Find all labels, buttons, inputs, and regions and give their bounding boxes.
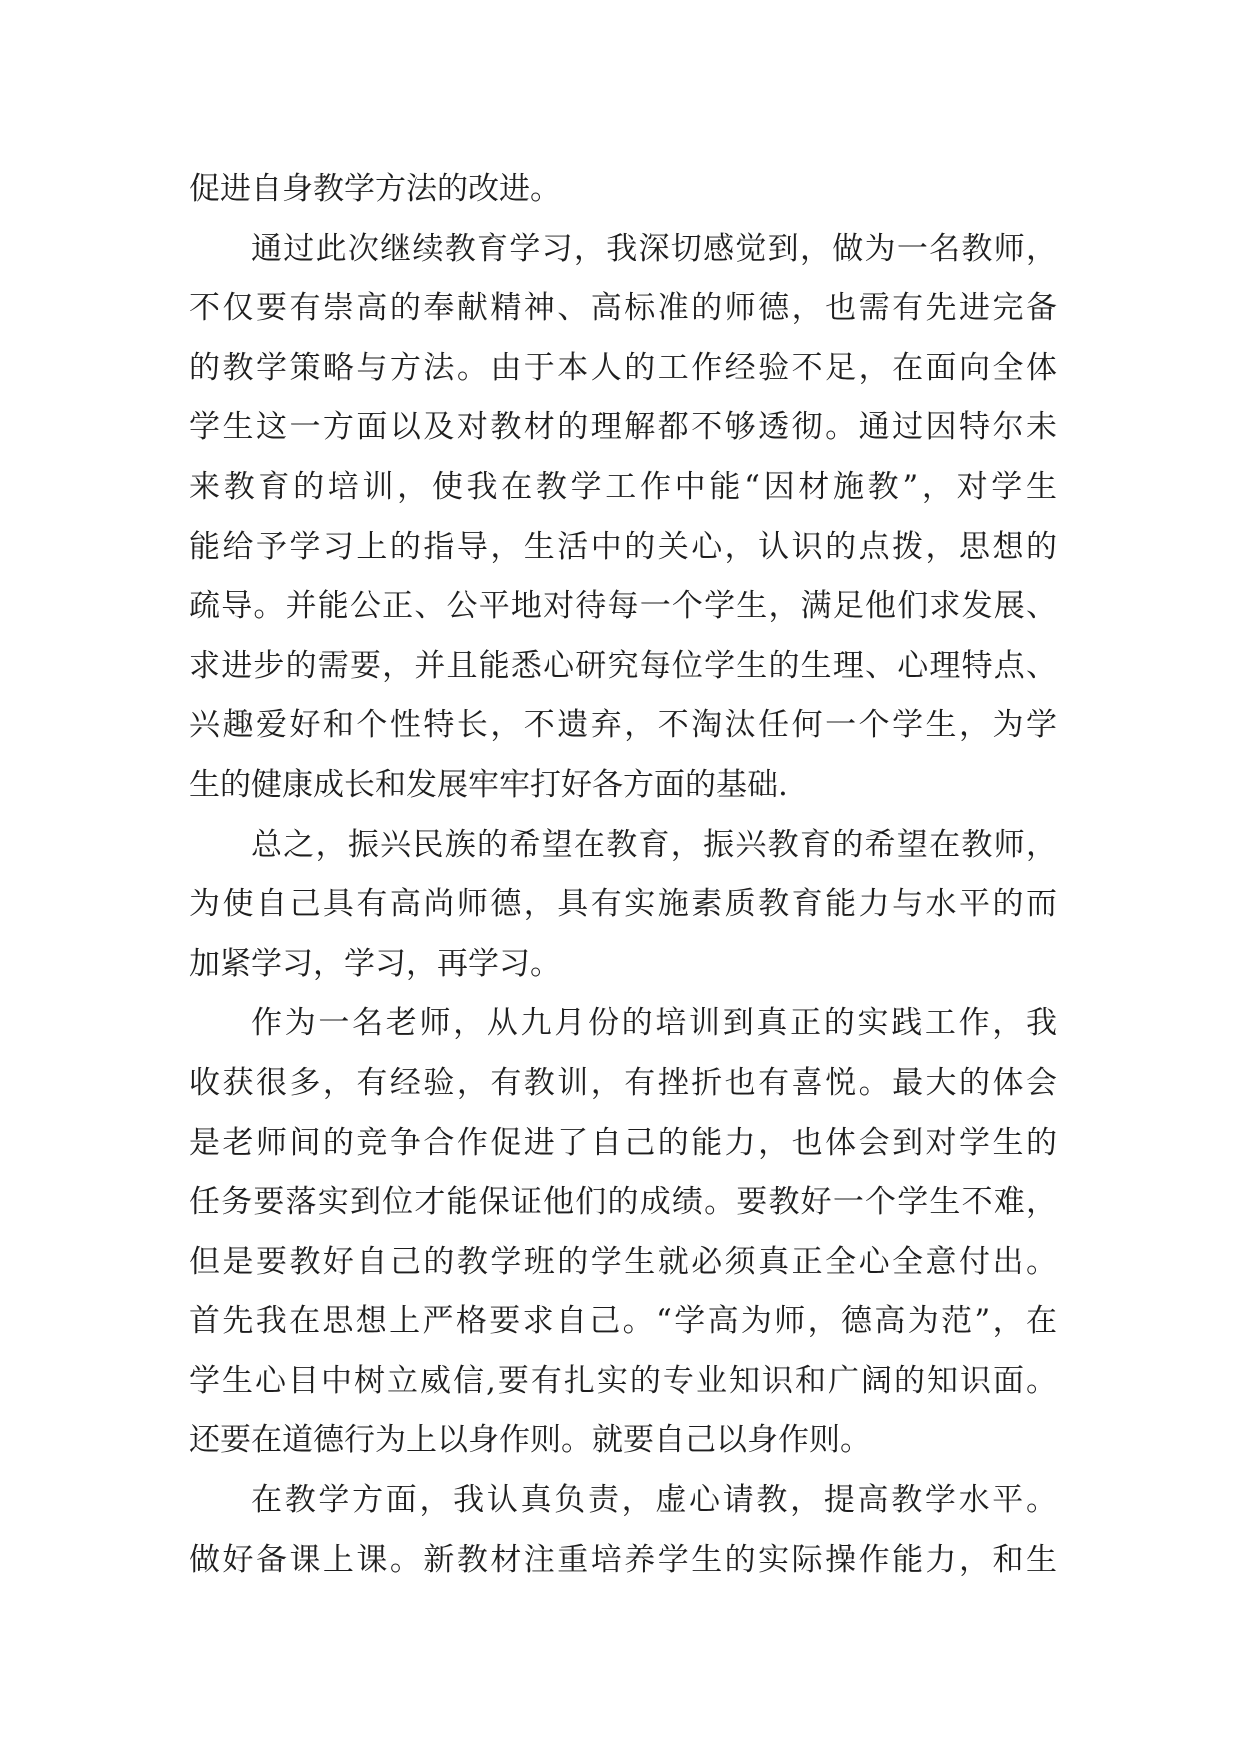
text-line: 做好备课上课。新教材注重培养学生的实际操作能力，和生 bbox=[189, 1541, 1057, 1578]
text-line: 加紧学习，学习，再学习。 bbox=[189, 945, 561, 982]
text-line: 兴趣爱好和个性特长，不遗弃，不淘汰任何一个学生，为学 bbox=[189, 707, 1057, 744]
text-line: 但是要教好自己的教学班的学生就必须真正全心全意付出。 bbox=[189, 1243, 1057, 1280]
text-line: 能给予学习上的指导，生活中的关心，认识的点拨，思想的 bbox=[189, 528, 1057, 565]
paragraph-first-line: 通过此次继续教育学习，我深切感觉到，做为一名教师， bbox=[251, 230, 1057, 267]
paragraph-first-line: 作为一名老师，从九月份的培训到真正的实践工作，我 bbox=[251, 1005, 1057, 1042]
text-line: 学生心目中树立威信,要有扎实的专业知识和广阔的知识面。 bbox=[189, 1362, 1057, 1399]
text-line: 首先我在思想上严格要求自己。“学高为师，德高为范”，在 bbox=[189, 1303, 1057, 1340]
text-line: 的教学策略与方法。由于本人的工作经验不足，在面向全体 bbox=[189, 349, 1057, 386]
text-line: 是老师间的竞争合作促进了自己的能力，也体会到对学生的 bbox=[189, 1124, 1057, 1161]
text-line: 还要在道德行为上以身作则。就要自己以身作则。 bbox=[189, 1422, 871, 1459]
text-line: 任务要落实到位才能保证他们的成绩。要教好一个学生不难， bbox=[189, 1184, 1057, 1221]
text-line: 为使自己具有高尚师德，具有实施素质教育能力与水平的而 bbox=[189, 886, 1057, 923]
text-line: 学生这一方面以及对教材的理解都不够透彻。通过因特尔未 bbox=[189, 409, 1057, 446]
text-line: 疏导。并能公正、公平地对待每一个学生，满足他们求发展、 bbox=[189, 588, 1057, 625]
text-line: 促进自身教学方法的改进。 bbox=[189, 171, 561, 207]
paragraph-first-line: 总之，振兴民族的希望在教育，振兴教育的希望在教师， bbox=[251, 826, 1057, 863]
text-line: 收获很多，有经验，有教训，有挫折也有喜悦。最大的体会 bbox=[189, 1064, 1057, 1101]
text-line: 求进步的需要，并且能悉心研究每位学生的生理、心理特点、 bbox=[189, 647, 1057, 684]
paragraph-first-line: 在教学方面，我认真负责，虚心请教，提高教学水平。 bbox=[251, 1482, 1057, 1519]
body-text bbox=[189, 160, 1057, 1590]
text-line: 来教育的培训，使我在教学工作中能“因材施教”，对学生 bbox=[189, 468, 1057, 505]
text-line: 生的健康成长和发展牢牢打好各方面的基础. bbox=[189, 766, 788, 803]
text-line: 不仅要有崇高的奉献精神、高标准的师德，也需有先进完备 bbox=[189, 290, 1057, 327]
